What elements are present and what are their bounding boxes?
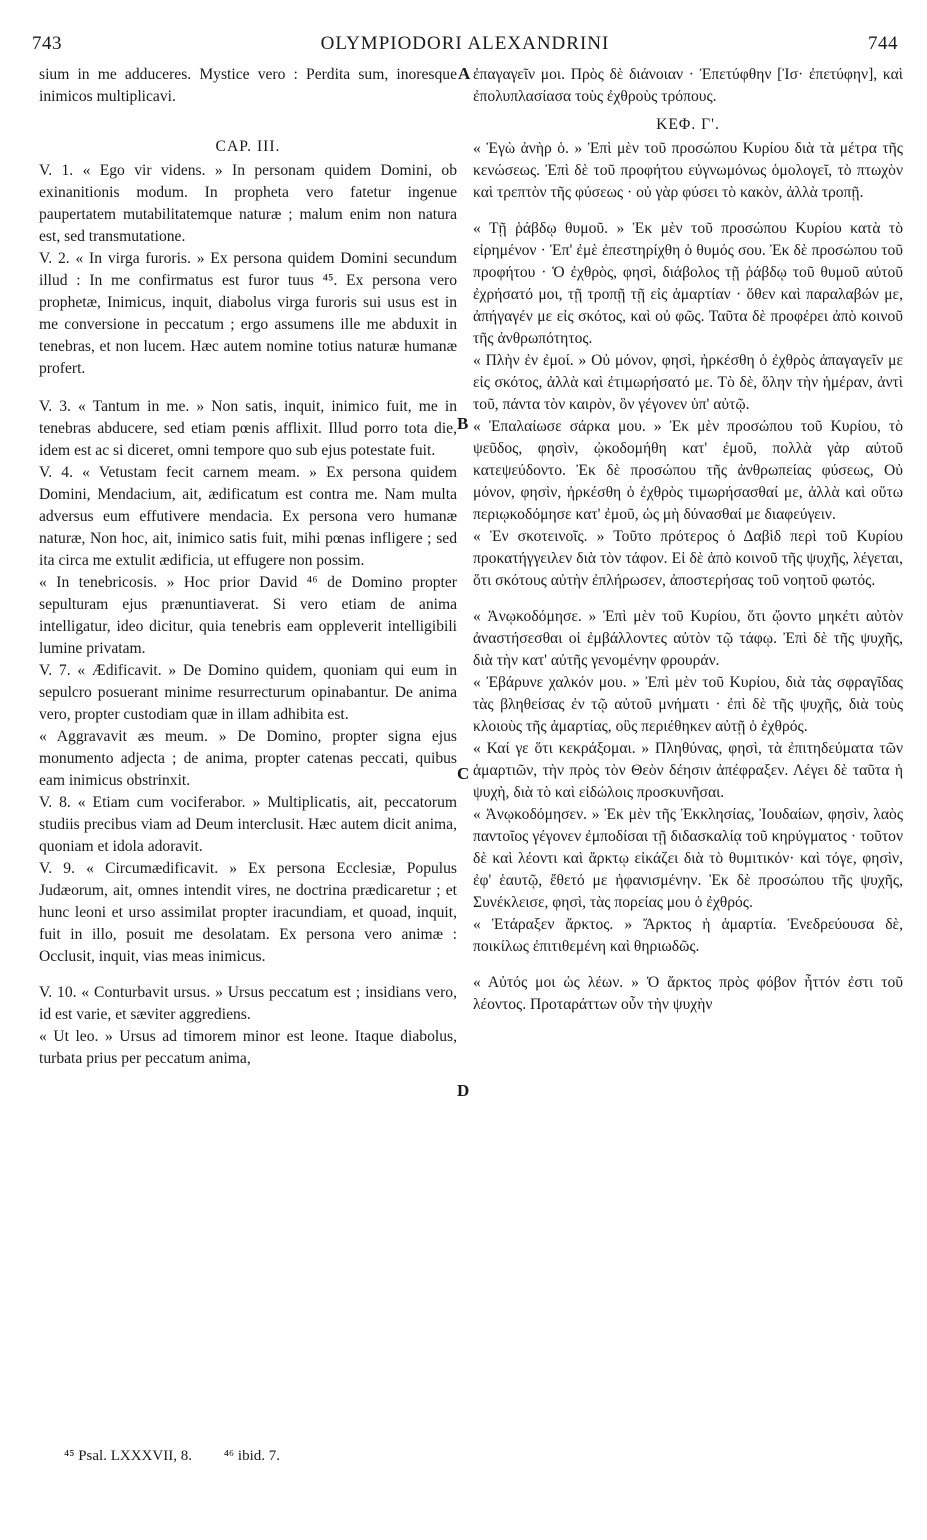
footnote-45: ⁴⁵ Psal. LXXXVII, 8. xyxy=(64,1448,192,1464)
running-title: OLYMPIODORI ALEXANDRINI xyxy=(320,33,610,54)
page-header xyxy=(32,33,898,61)
greek-paragraph: « Ἀνῳκοδόμησε. » Ἐπὶ μὲν τοῦ Κυρίου, ὅτι ᾤοντο μηκέτι αὐτὸν ἀναστήσεσθαι οἱ ἐμβάλλοντες αὐτὸν τῷ τάφῳ. Ἐπὶ δὲ τῆς ψυχῆς, διὰ τὴν κατ' αὐτῆς γενομένην φρουράν. xyxy=(473,608,903,669)
latin-paragraph: « Ut leo. » Ursus ad timorem minor est leone. Itaque diabolus, turbata prius per peccatum anima, xyxy=(39,1028,457,1067)
latin-paragraph: « Aggravavit æs meum. » De Domino, propter signa ejus monumento adjecta ; de anima, propter catenas peccati, quibus eam inimicus obstrinxit. xyxy=(39,728,457,789)
latin-paragraph: V. 4. « Vetustam fecit carnem meam. » Ex persona quidem Domini, Mendacium, ait, ædificatum est contra me. Nam multa adversus eum effutivere mendacia. Ex persona vero humanæ naturæ, Non hoc, ait, inimico satis fuit, mihi pœnas infligere ; sed ita circa me extulit ædificia, ut effugere non possim. xyxy=(39,464,457,569)
greek-chapter-heading: ΚΕΦ. Γ'. xyxy=(656,116,720,133)
greek-paragraph: « Ἐν σκοτεινοῖς. » Τοῦτο πρότερος ὁ Δαβὶδ περὶ τοῦ Κυρίου προκατήγγειλεν διὰ τὸν τάφον. Εἰ δὲ ἀπὸ κοινοῦ τῆς ψυχῆς, λέγεται, ὅτι σκότους αὐτὴν ἐπλήρωσεν, ἀποστερήσας τοῦ νοητοῦ φωτός. xyxy=(473,528,903,589)
latin-paragraph: sium in me adduceres. Mystice vero : Perdita sum, inoresque inimicos multiplicavi. xyxy=(39,66,457,105)
margin-letter-d: D xyxy=(457,1081,470,1100)
latin-chapter-heading: CAP. III. xyxy=(215,138,281,155)
greek-paragraph: ἐπαγαγεῖν μοι. Πρὸς δὲ διάνοιαν · Ἐπετύφθην [Ἰσ· ἐπετύφην], καὶ ἐπολυπλασίασα τοὺς ἐχθροὺς τρόπους. xyxy=(473,66,903,105)
latin-paragraph: V. 10. « Conturbavit ursus. » Ursus peccatum est ; insidians vero, id est varie, et sæviter aggrediens. xyxy=(39,984,457,1023)
latin-paragraph: V. 7. « Ædificavit. » De Domino quidem, quoniam qui eum in sepulcro posuerant minime resurrecturum opinabantur. De anima vero, propter custodiam quæ in illam adhibita est. xyxy=(39,662,457,723)
footnote-46: ⁴⁶ ibid. 7. xyxy=(223,1448,280,1464)
greek-paragraph: « Ἐβάρυνε χαλκόν μου. » Ἐπὶ μὲν τοῦ Κυρίου, διὰ τὰς σφραγῖδας τὰς βληθείσας ἐν τῷ αὐτοῦ μνήματι · ἐπὶ δὲ τῆς ψυχῆς, διὰ τοὺς κλοιοὺς τῆς ἁμαρτίας, οὓς περιέθηκεν αὐτῇ ὁ ἐχθρός. xyxy=(473,674,903,735)
latin-paragraph: V. 1. « Ego vir videns. » In personam quidem Domini, ob exinanitionis modum. In propheta vero fatetur ingenue paupertatem mutabilitatemque naturæ ; malum enim non natura est, sed transmutatione. xyxy=(39,162,457,245)
greek-paragraph: « Ἐγὼ ἀνὴρ ὁ. » Ἐπὶ μὲν τοῦ προσώπου Κυρίου διὰ τὰ μέτρα τῆς κενώσεως. Ἐπὶ δὲ τοῦ προφήτου εὐγνωμόνως ὁμολογεῖ, τὸ πτωχὸν καὶ τρεπτὸν τῆς φύσεως · οὐ γὰρ φύσει τὸ κακὸν, ἀλλὰ τροπῇ. xyxy=(473,140,903,201)
latin-paragraph: V. 9. « Circumædificavit. » Ex persona Ecclesiæ, Populus Judæorum, ait, omnes intendit vires, ne doctrina prædicaretur ; et hunc leoni et urso assimilat propter iracundiam, et quoad, inquit, fuit in illo, posuit me desolatam. Ex persona vero animæ : Occlusit, inquit, vias meas inimicus. xyxy=(39,860,457,965)
greek-paragraph: « Καί γε ὅτι κεκράξομαι. » Πληθύνας, φησὶ, τὰ ἐπιτηδεύματα τῶν ἁμαρτιῶν, τὴν πρὸς τὸν Θεὸν δέησιν ἀπέφραξεν. Λέγει δὲ ταῦτα ἡ ψυχὴ, διὰ τὸ καὶ εἰδώλοις προσκυνῆσαι. xyxy=(473,740,903,801)
margin-letter-b: B xyxy=(457,414,469,433)
greek-paragraph: « Ἐτάραξεν ἄρκτος. » Ἄρκτος ἡ ἁμαρτία. Ἐνεδρεύουσα δὲ, ποικίλως ἐπιτιθεμένη καὶ θηριωδῶς. xyxy=(473,916,903,955)
margin-letter-c: C xyxy=(457,764,470,783)
latin-paragraph: « In tenebricosis. » Hoc prior David ⁴⁶ de Domino propter sepulturam ejus prænuntiaverat. Si vero etiam de anima intelligatur, ideo dicitur, quia tenebris eam oppleverit intelligibili lumine privatam. xyxy=(39,574,457,657)
page-number-right: 744 xyxy=(868,33,898,54)
greek-paragraph: « Αὐτός μοι ὡς λέων. » Ὁ ἄρκτος πρὸς φόβον ἧττόν ἐστι τοῦ λέοντος. Προταράττων οὖν τὴν ψυχὴν xyxy=(473,974,903,1013)
greek-paragraph: « Ἀνῳκοδόμησεν. » Ἐκ μὲν τῆς Ἐκκλησίας, Ἰουδαίων, φησὶν, λαὸς παντοῖος γέγονεν ἐμποδίσαι τῇ διδασκαλίᾳ τοῦ κηρύγματος · τοῦτον δὲ καὶ λέοντι καὶ ἄρκτῳ εἰκάζει διὰ τὸ θυμιτικόν· καὶ τόγε, φησὶν, ἐφ' ἑαυτῷ, ἔθετό με ἠφανισμένην. Ἐκ δὲ προσώπου τῆς ψυχῆς, Συνέκλεισε, φησὶ, τὰς πορείας μου ὁ ἐχθρός. xyxy=(473,806,903,911)
greek-paragraph: « Πλὴν ἐν ἐμοί. » Οὐ μόνον, φησὶ, ἠρκέσθη ὁ ἐχθρὸς ἀπαγαγεῖν με εἰς σκότος, ἀλλὰ καὶ ἐτιμωρήσατό με. Τὸ δὲ, ὅλην τὴν ἡμέραν, ἀντὶ τοῦ, πάντα τὸν καιρὸν, ὃν γέγονεν ὑπ' αὐτῷ. xyxy=(473,352,903,413)
greek-paragraph: « Τῇ ῥάβδῳ θυμοῦ. » Ἐκ μὲν τοῦ προσώπου Κυρίου κατὰ τὸ εἰρημένον · Ἐπ' ἐμὲ ἐπεστηρίχθη ὁ θυμός σου. Ἐκ δὲ προσώπου τοῦ προφήτου · Ὁ ἐχθρὸς, φησὶ, διάβολος τῇ ῥάβδῳ τοῦ θυμοῦ αὐτοῦ ἐχρήσατό μοι, τῇ τροπῇ τῇ εἰς ἁμαρτίαν · ὅθεν καὶ παραλαβών με, ἀπήγαγέν με εἰς σκότος, καὶ οὐ φῶς. Ταῦτα δὲ προφέρει ἀπὸ κοινοῦ τῆς ἀνθρωπότητος. xyxy=(473,220,903,347)
greek-column xyxy=(473,64,903,1016)
latin-paragraph: V. 2. « In virga furoris. » Ex persona quidem Domini secundum illud : In me confirmatus est furor tuus ⁴⁵. Ex persona vero prophetæ, Inimicus, inquit, diabolus virga furoris sui usus est in me conversione in peccatum ; ergo assumens ille me abduxit in tenebras, et non lucem. Hæc autem nomine totius naturæ humanæ profert. xyxy=(39,250,457,377)
margin-letter-a: A xyxy=(458,64,471,83)
latin-paragraph: V. 3. « Tantum in me. » Non satis, inquit, inimico fuit, me in tenebras abducere, sed etiam pœnis afflixit. Illud porro tota die, idem est ac si diceret, omni tempore quo sub ejus potestate fuit. xyxy=(39,398,457,459)
latin-paragraph: V. 8. « Etiam cum vociferabor. » Multiplicatis, ait, peccatorum studiis precibus viam ad Deum interclusit. Hæc autem dicit anima, quoniam et idola adoravit. xyxy=(39,794,457,855)
latin-column xyxy=(39,64,457,1070)
greek-paragraph: « Ἐπαλαίωσε σάρκα μου. » Ἐκ μὲν προσώπου τοῦ Κυρίου, τὸ ψεῦδος, φησὶν, ᾠκοδομήθη κατ' ἐμοῦ, πολλὰ γὰρ αὐτοῦ κατεψεύδοντο. Ἐκ δὲ προσώπου τῆς ἀνθρωπείας φύσεως, Οὐ μόνον, φησὶν, ἠρκέσθη ὁ ἐχθρὸς τιμωρήσασθαί με, ἀλλὰ καὶ οὕτω περιῳκοδόμησε κατ' ἐμοῦ, ὡς μὴ δύνασθαί με διαφεύγειν. xyxy=(473,418,903,523)
page-number-left: 743 xyxy=(32,33,62,54)
footnotes xyxy=(64,1448,308,1465)
